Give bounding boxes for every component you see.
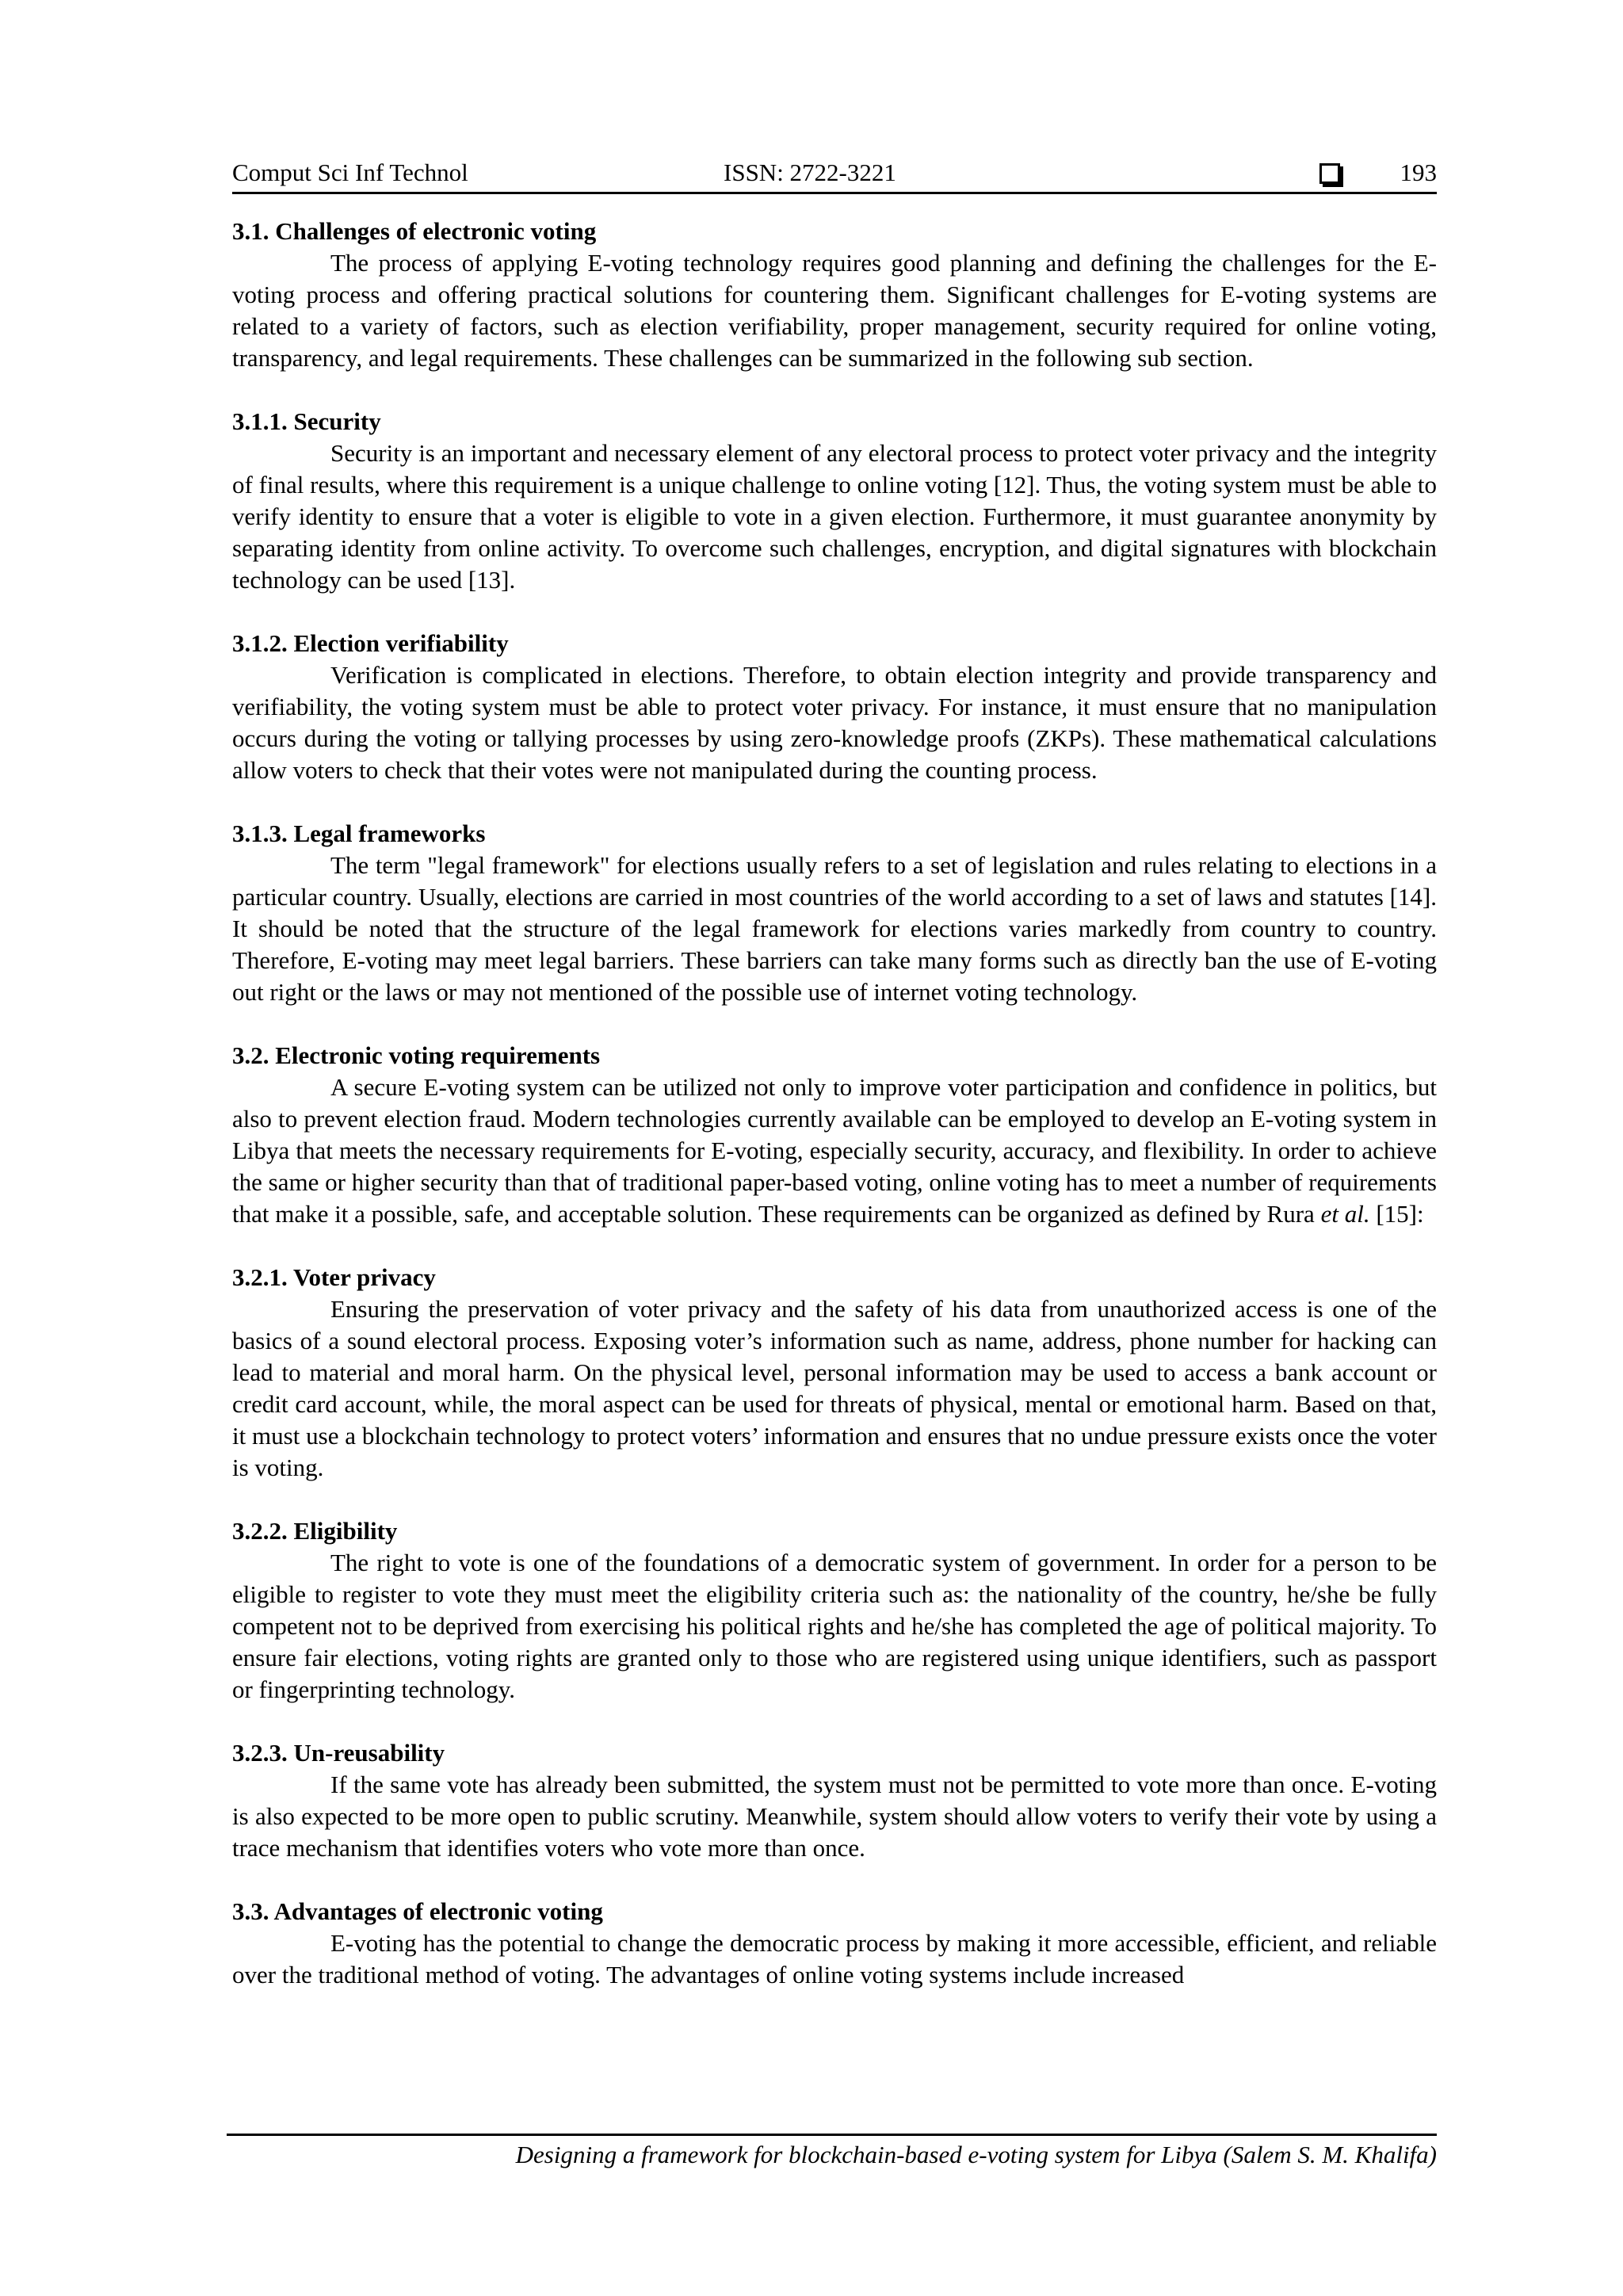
section-paragraph: Ensuring the preservation of voter privacy and the safety of his data from unauthorized access is one of the basics of a sound electoral process. Exposing voter’s information such as name, address, phone number for hacking can lead to material and moral harm. On the physical level, personal information may be used to access a bank account or credit card account, while, the moral aspect can be used for threats of physical, mental or emotional harm. Based on that, it must use a blockchain technology to protect voters’ information and ensures that no undue pressure exists once the voter is voting.	[232, 1295, 1437, 1481]
section-paragraph: The process of applying E-voting technology requires good planning and defining the challenges for the E-voting process and offering practical solutions for countering them. Significant challenges for E-voting systems are related to a variety of factors, such as election verifiability, proper management, security required for online voting, transparency, and legal requirements. These challenges can be summarized in the following sub section.	[232, 249, 1437, 372]
paragraph-text: [15]:	[1369, 1200, 1424, 1228]
page-number: 193	[1400, 159, 1437, 186]
checkbox-square-icon	[1319, 163, 1340, 184]
section-paragraph: Security is an important and necessary element of any electoral process to protect voter privacy and the integrity of final results, where this requirement is a unique challenge to online voting [12]. Thus, the voting system must be able to verify identity to ensure that a voter is eligible to vote in a given election. Furthermore, it must guarantee anonymity by separating identity from online activity. To overcome such challenges, encryption, and digital signatures with blockchain technology can be used [13].	[232, 439, 1437, 594]
section-heading: 3.1. Challenges of electronic voting	[232, 217, 597, 245]
section-paragraph: E-voting has the potential to change the democratic process by making it more accessible, efficient, and reliable over the traditional method of voting. The advantages of online voting systems include increased	[232, 1929, 1437, 1988]
section-heading: 3.3. Advantages of electronic voting	[232, 1897, 603, 1925]
section-3-2-2	[232, 1515, 1437, 1706]
issn: ISSN: 2722-3221	[724, 159, 896, 186]
section-heading: 3.2.3. Un-reusability	[232, 1739, 445, 1767]
section-heading: 3.1.2. Election verifiability	[232, 629, 509, 657]
page-footer	[227, 2134, 1437, 2169]
paragraph-text: A secure E-voting system can be utilized not only to improve voter participation and confidence in politics, but also to prevent election fraud. Modern technologies currently available can be employed to develop an E-voting system in Libya that meets the necessary requirements for E-voting, especially security, accuracy, and flexibility. In order to achieve the same or higher security than that of traditional paper-based voting, online voting has to meet a number of requirements that make it a possible, safe, and acceptable solution. These requirements can be organized as defined by Rura	[232, 1073, 1437, 1228]
section-paragraph	[232, 1072, 1437, 1230]
citation-et-al: et al.	[1320, 1200, 1370, 1228]
section-3-2-1	[232, 1262, 1437, 1484]
section-heading: 3.2.1. Voter privacy	[232, 1263, 436, 1291]
body-content	[232, 216, 1437, 1991]
section-paragraph: The term "legal framework" for elections usually refers to a set of legislation and rules relating to elections in a particular country. Usually, elections are carried in most countries of the world according to a set of laws and statutes [14]. It should be noted that the structure of the legal framework for elections varies markedly from country to country. Therefore, E-voting may meet legal barriers. These barriers can take many forms such as directly ban the use of E-voting out right or the laws or may not mentioned of the possible use of internet voting technology.	[232, 851, 1437, 1006]
section-heading: 3.1.1. Security	[232, 407, 381, 435]
section-paragraph: If the same vote has already been submitted, the system must not be permitted to vote more than once. E-voting is also expected to be more open to public scrutiny. Meanwhile, system should allow voters to verify their vote by using a trace mechanism that identifies voters who vote more than once.	[232, 1771, 1437, 1862]
section-heading: 3.1.3. Legal frameworks	[232, 819, 486, 847]
section-3-2-3	[232, 1737, 1437, 1864]
journal-name: Comput Sci Inf Technol	[232, 159, 468, 186]
section-3-1-2	[232, 628, 1437, 786]
section-3-2	[232, 1040, 1437, 1230]
section-3-1	[232, 216, 1437, 374]
section-3-1-1	[232, 406, 1437, 596]
section-heading: 3.2.2. Eligibility	[232, 1517, 398, 1545]
section-3-3	[232, 1896, 1437, 1991]
section-paragraph: Verification is complicated in elections. Therefore, to obtain election integrity and provide transparency and verifiability, the voting system must be able to protect voter privacy. For instance, it must ensure that no manipulation occurs during the voting or tallying processes by using zero-knowledge proofs (ZKPs). These mathematical calculations allow voters to check that their votes were not manipulated during the counting process.	[232, 661, 1437, 784]
section-paragraph: The right to vote is one of the foundations of a democratic system of government. In order for a person to be eligible to register to vote they must meet the eligibility criteria such as: the nationality of the country, he/she be fully competent not to be deprived from exercising his political rights and he/she has completed the age of political majority. To ensure fair elections, voting rights are granted only to those who are registered using unique identifiers, such as passport or fingerprinting technology.	[232, 1549, 1437, 1703]
section-3-1-3	[232, 818, 1437, 1008]
running-title: Designing a framework for blockchain-based e-voting system for Libya (Salem S. M. Khalifa)	[515, 2141, 1437, 2168]
page-header	[232, 155, 1437, 194]
section-heading: 3.2. Electronic voting requirements	[232, 1041, 601, 1069]
